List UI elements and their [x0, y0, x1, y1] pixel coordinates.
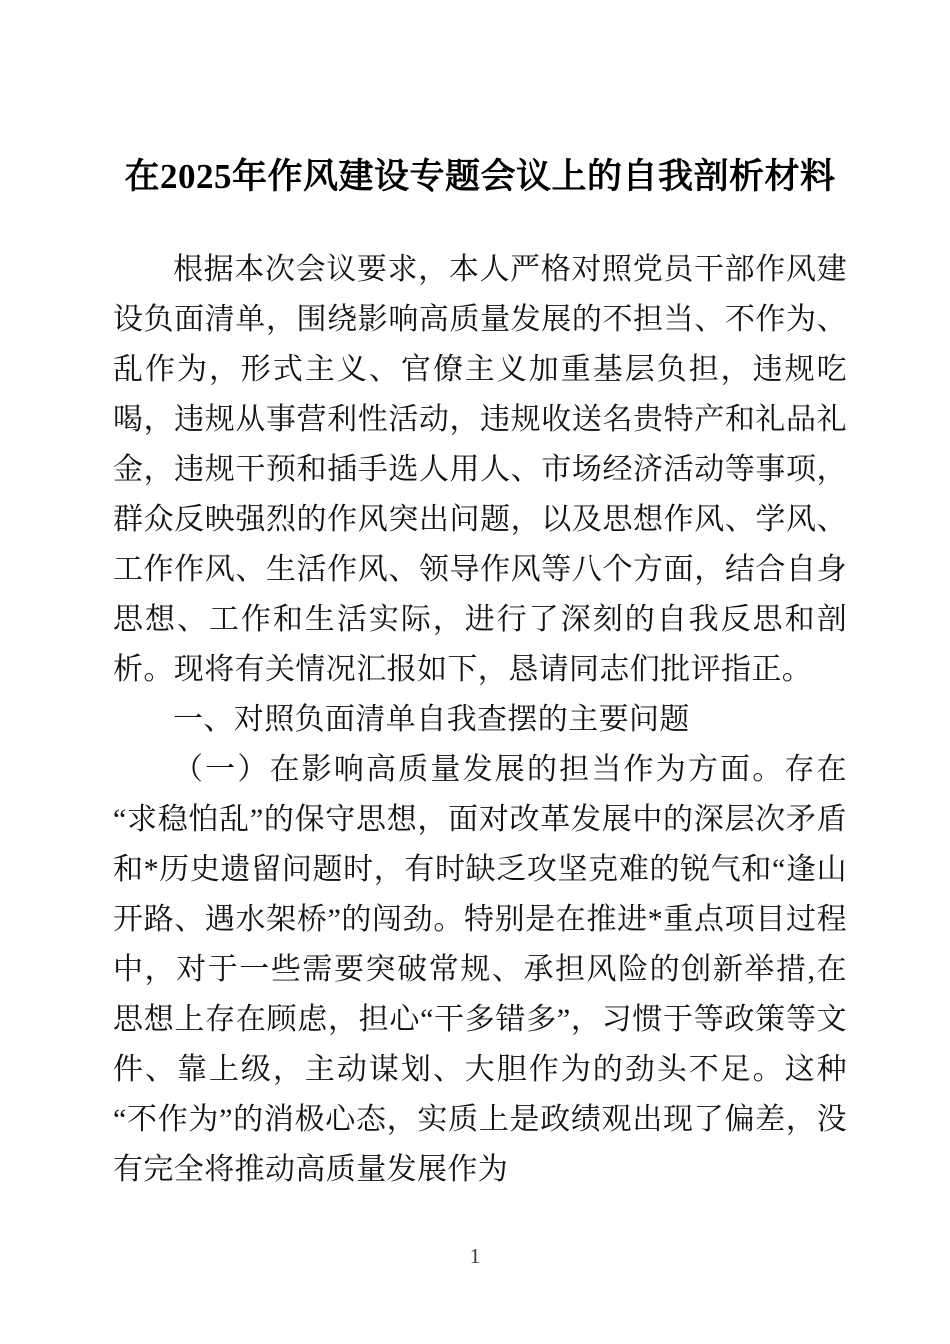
- paragraph-intro: 根据本次会议要求，本人严格对照党员干部作风建设负面清单，围绕影响高质量发展的不担当、不作为、乱作为，形式主义、官僚主义加重基层负担，违规吃喝，违规从事营利性活动，违规收送名贵特产和礼品礼金，违规干预和插手选人用人、市场经济活动等事项，群众反映强烈的作风突出问题，以及思想作风、学风、工作作风、生活作风、领导作风等八个方面，结合自身思想、工作和生活实际，进行了深刻的自我反思和剖析。现将有关情况汇报如下，恳请同志们批评指正。: [113, 253, 847, 686]
- heading-section-one: 一、对照负面清单自我查摆的主要问题: [173, 703, 690, 736]
- document-content-column: [113, 0, 847, 1195]
- page-number: 1: [469, 1244, 481, 1268]
- page-title: 在2025年作风建设专题会议上的自我剖析材料: [124, 157, 836, 196]
- paragraph-subsection-one: （一）在影响高质量发展的担当作为方面。存在“求稳怕乱”的保守思想，面对改革发展中的深层次矛盾和*历史遗留问题时，有时缺乏攻坚克难的锐气和“逢山开路、遇水架桥”的闯劲。特别是在推进*重点项目过程中，对于一些需要突破常规、承担风险的创新举措,在思想上存在顾虑，担心“干多错多”，习惯于等政策等文件、靠上级，主动谋划、大胆作为的劲头不足。这种“不作为”的消极心态，实质上是政绩观出现了偏差，没有完全将推动高质量发展作为: [113, 753, 847, 1186]
- document-body: [113, 245, 847, 1195]
